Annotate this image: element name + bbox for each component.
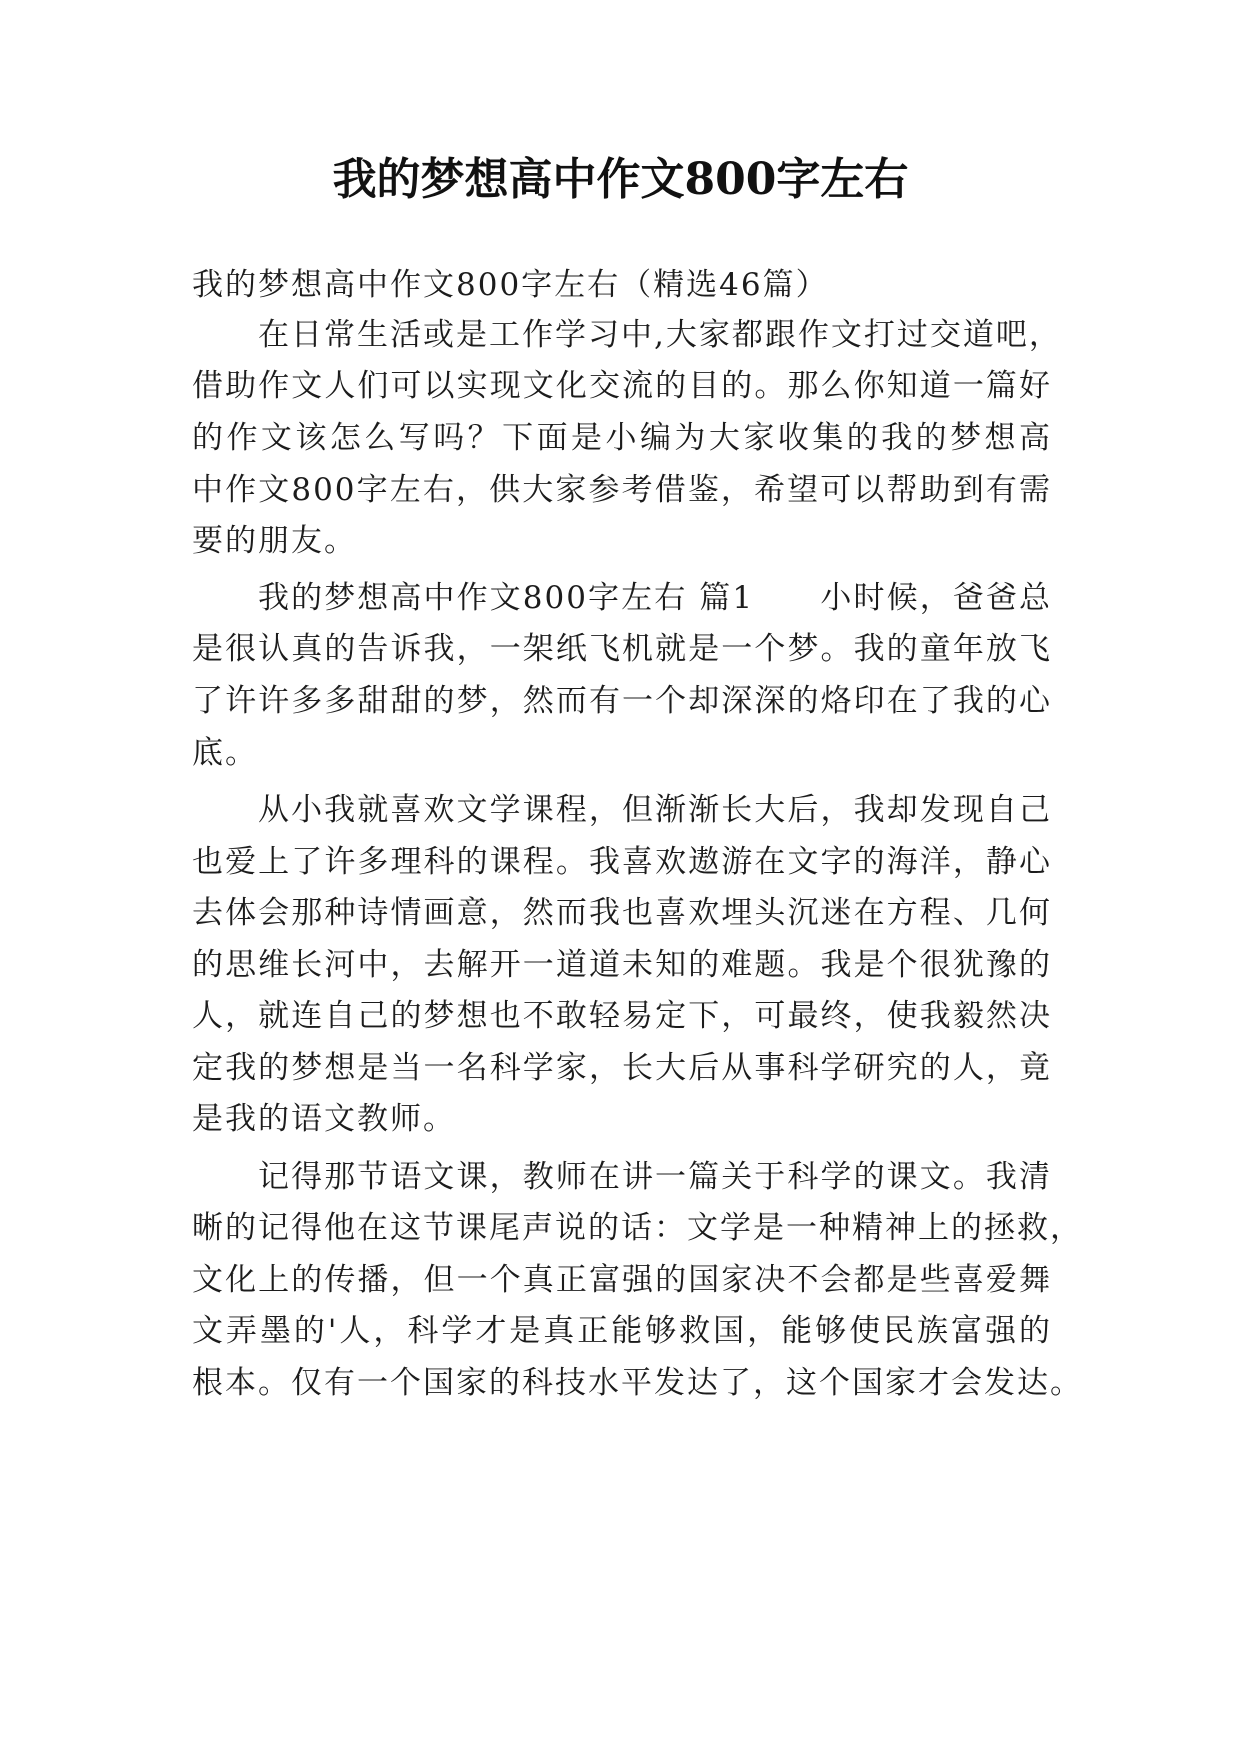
text-line: 从小我就喜欢文学课程，但渐渐长大后，我却发现自己 xyxy=(258,792,1052,828)
text-line: 记得那节语文课，教师在讲一篇关于科学的课文。我清 xyxy=(258,1159,1052,1195)
text-line: 是很认真的告诉我，一架纸飞机就是一个梦。我的童年放飞 xyxy=(192,631,1052,667)
text-line: 晰的记得他在这节课尾声说的话：文学是一种精神上的拯救， xyxy=(192,1210,1083,1246)
text-line: 文弄墨的'人，科学才是真正能够救国，能够使民族富强的 xyxy=(192,1313,1052,1349)
text-line: 人，就连自己的梦想也不敢轻易定下，可最终，使我毅然决 xyxy=(192,998,1052,1034)
text-line: 的作文该怎么写吗？下面是小编为大家收集的我的梦想高 xyxy=(192,420,1052,456)
text-line: 中作文800字左右，供大家参考借鉴，希望可以帮助到有需 xyxy=(192,472,1052,508)
text-line: 是我的语文教师。 xyxy=(192,1101,456,1137)
text-line: 的思维长河中，去解开一道道未知的难题。我是个很犹豫的 xyxy=(192,947,1052,983)
text-line: 底。 xyxy=(192,735,258,771)
subtitle-line: 我的梦想高中作文800字左右（精选46篇） xyxy=(192,267,829,303)
document-title: 我的梦想高中作文800字左右 xyxy=(332,154,909,205)
text-line: 文化上的传播，但一个真正富强的国家决不会都是些喜爱舞 xyxy=(192,1262,1052,1298)
text-line: 定我的梦想是当一名科学家，长大后从事科学研究的人，竟 xyxy=(192,1050,1052,1086)
text-line: 在日常生活或是工作学习中,大家都跟作文打过交道吧， xyxy=(258,317,1062,353)
text-line: 根本。仅有一个国家的科技水平发达了，这个国家才会发达。 xyxy=(192,1365,1083,1401)
text-line: 也爱上了许多理科的课程。我喜欢遨游在文字的海洋，静心 xyxy=(192,844,1052,880)
text-line: 我的梦想高中作文800字左右 篇1 小时候，爸爸总 xyxy=(258,580,1052,616)
text-line: 了许许多多甜甜的梦，然而有一个却深深的烙印在了我的心 xyxy=(192,683,1052,719)
text-line: 借助作文人们可以实现文化交流的目的。那么你知道一篇好 xyxy=(192,368,1052,404)
text-line: 去体会那种诗情画意，然而我也喜欢埋头沉迷在方程、几何 xyxy=(192,895,1052,931)
text-line: 要的朋友。 xyxy=(192,523,357,559)
